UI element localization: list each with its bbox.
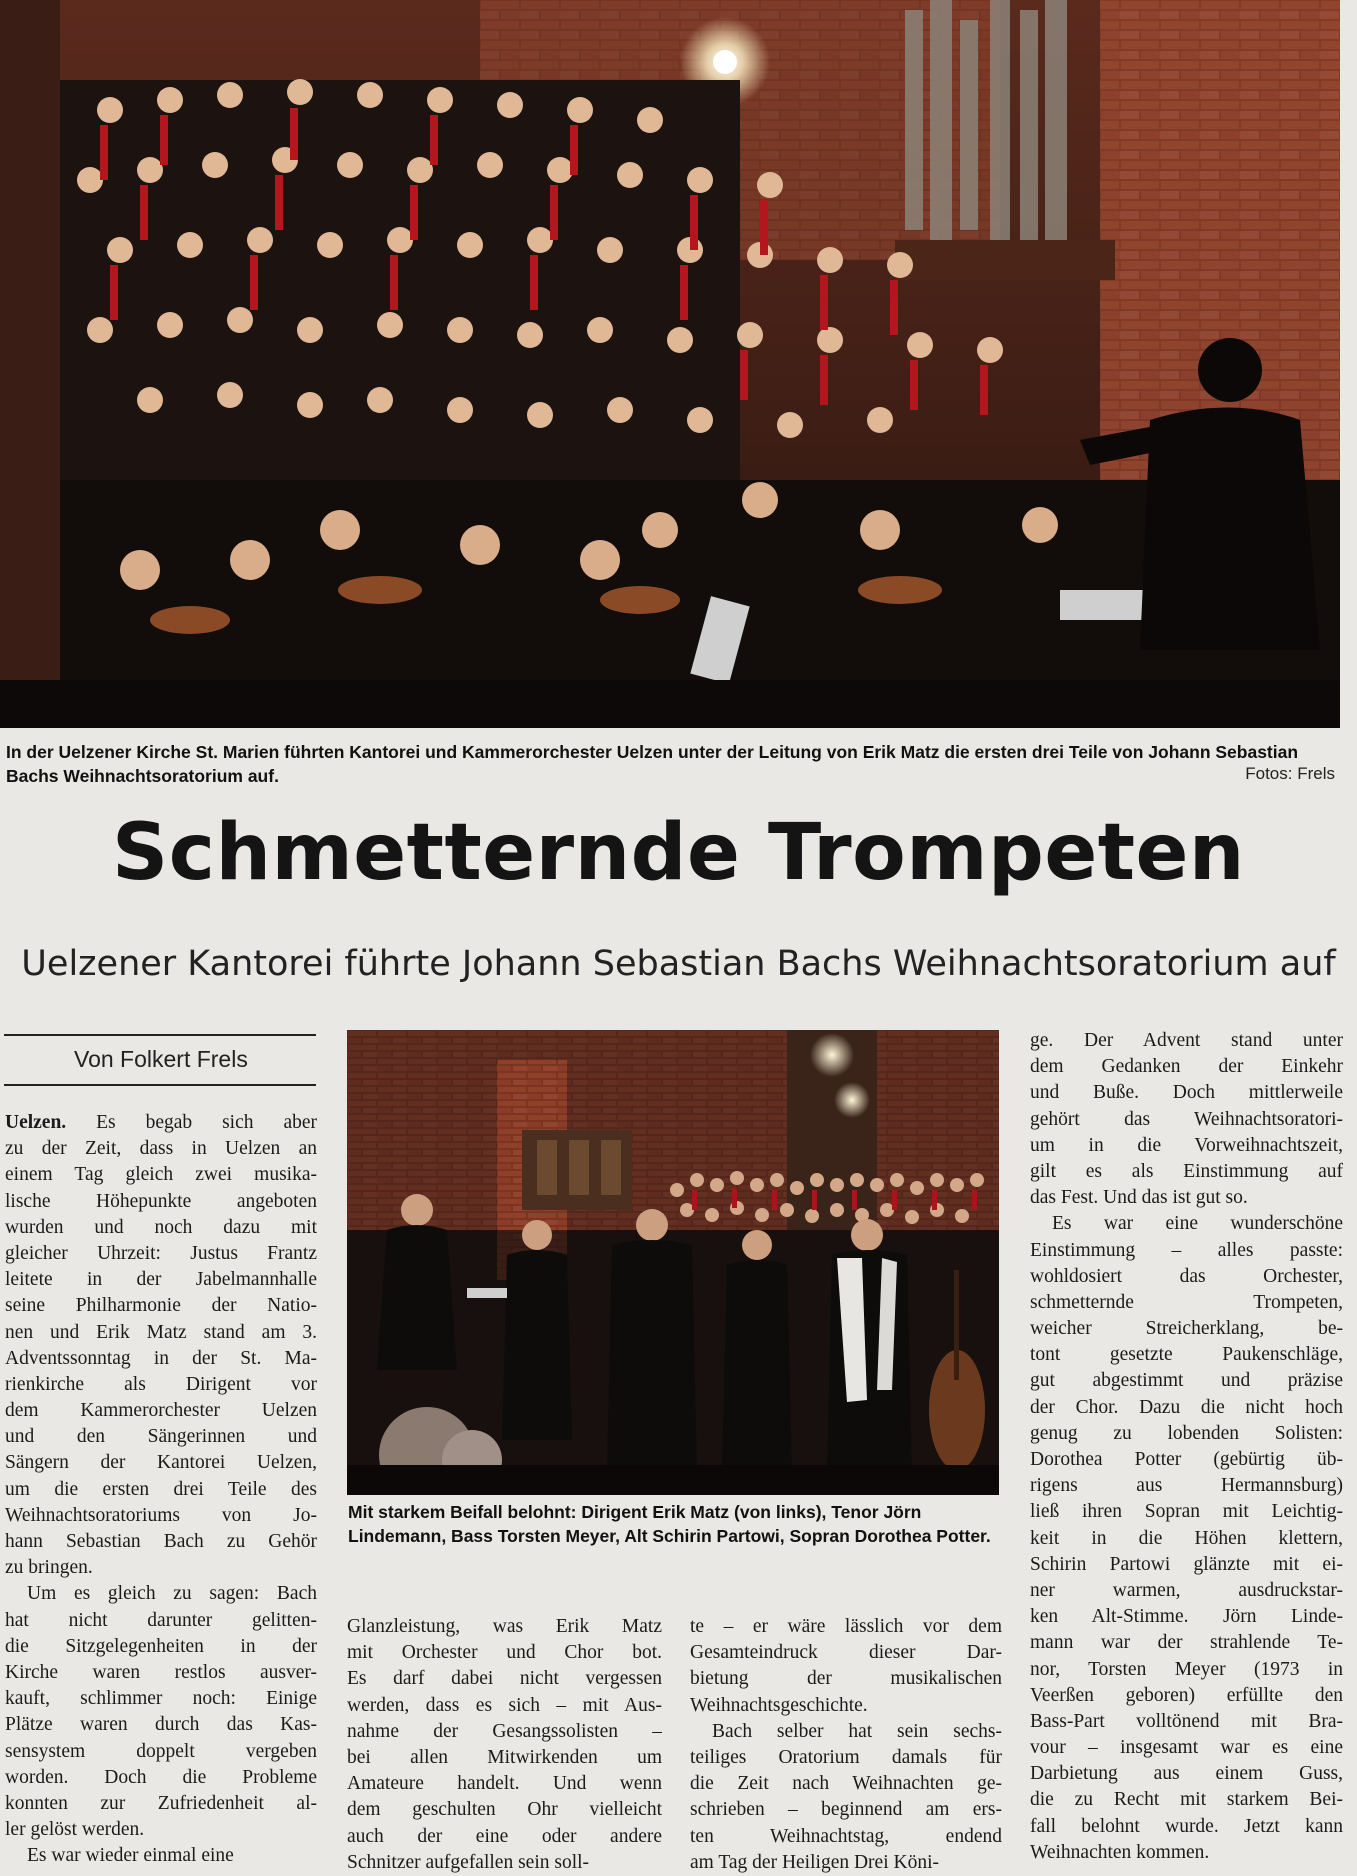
article-line: tont gesetzte Paukenschläge, <box>1030 1344 1343 1366</box>
article-line: Schnitzer aufgefallen sein soll- <box>347 1851 590 1873</box>
article-line: Es darf dabei nicht vergessen <box>347 1668 662 1690</box>
article-line: nor, Torsten Meyer (1973 in <box>1030 1658 1343 1680</box>
article-line: mann war der strahlende Te- <box>1030 1632 1343 1654</box>
article-line: auch der eine oder andere <box>347 1825 662 1847</box>
article-line: Adventssonntag in der St. Ma- <box>5 1347 317 1369</box>
article-line: teiliges Oratorium damals für <box>690 1746 1002 1768</box>
article-line: die Zeit nach Weihnachten ge- <box>690 1773 1002 1795</box>
article-line: gut abgestimmt und präzise <box>1030 1370 1343 1392</box>
article-line: sensystem doppelt vergeben <box>5 1740 317 1762</box>
article-line: keit in die Höhen klettern, <box>1030 1527 1343 1549</box>
article-line: werden, dass es sich – mit Aus- <box>347 1694 662 1716</box>
article-line: bietung der musikalischen <box>690 1668 1002 1690</box>
subheadline: Uelzener Kantorei führte Johann Sebastian Bachs Weihnachtsoratorium auf <box>21 944 1336 984</box>
article-line: ten Weihnachtstag, endend <box>690 1825 1002 1847</box>
article-line: zu bringen. <box>5 1557 93 1579</box>
article-line: gleicher Uhrzeit: Justus Frantz <box>5 1242 317 1264</box>
article-line: Weihnachtsoratoriums von Jo- <box>5 1504 317 1526</box>
article-line: hann Sebastian Bach zu Gehör <box>5 1531 317 1552</box>
article-line: gehört das Weihnachtsoratori- <box>1030 1108 1343 1130</box>
article-line: um die ersten drei Teile des <box>5 1478 317 1500</box>
article-line: die Sitzgelegenheiten in der <box>5 1635 317 1657</box>
article-line: Weihnachtsgeschichte. <box>690 1694 868 1716</box>
article-line: ler gelöst werden. <box>5 1819 145 1841</box>
article-line: nen und Erik Matz stand am 3. <box>5 1321 317 1343</box>
article-line: fall belohnt wurde. Jetzt kann <box>1030 1815 1343 1837</box>
article-line: genug zu lobenden Solisten: <box>1030 1422 1343 1444</box>
byline: Von Folkert Frels <box>74 1046 248 1072</box>
article-line: Uelzen. Es begab sich aber <box>5 1112 317 1133</box>
article-line: und den Sängerinnen und <box>5 1426 317 1448</box>
soloists-photo-image <box>347 1030 999 1495</box>
byline-box <box>4 1034 316 1086</box>
article-column-1 <box>5 1110 317 1869</box>
article-line: Es war eine wunderschöne <box>1052 1213 1343 1235</box>
article-line: wurden und noch dazu mit <box>5 1216 317 1238</box>
article-line: Bass-Part volltönend mit Bra- <box>1030 1710 1343 1732</box>
article-line: Kirche waren restlos ausver- <box>5 1661 317 1683</box>
article-line: Weihnachten kommen. <box>1030 1841 1210 1863</box>
article-line: Gesamteindruck dieser Dar- <box>690 1642 1002 1664</box>
article-line: Einstimmung – alles passte: <box>1030 1239 1343 1261</box>
article-line: hat nicht darunter gelitten- <box>5 1609 317 1631</box>
article-line: lische Höhepunkte angeboten <box>5 1190 317 1212</box>
article-line: dem Kammerorchester Uelzen <box>5 1400 317 1422</box>
article-line: dem Gedanken der Einkehr <box>1030 1056 1343 1078</box>
article-line: seine Philharmonie der Natio- <box>5 1295 317 1317</box>
article-line: kauft, schlimmer noch: Einige <box>5 1688 317 1710</box>
article-line: Um es gleich zu sagen: Bach <box>27 1583 317 1605</box>
article-line: rienkirche als Dirigent vor <box>5 1373 317 1395</box>
article-line: Schirin Partowi glänzte mit ei- <box>1030 1553 1343 1575</box>
article-line: dem geschulten Ohr vielleicht <box>347 1799 662 1821</box>
article-line: Glanzleistung, was Erik Matz <box>347 1616 662 1637</box>
article-line: Sängern der Kantorei Uelzen, <box>5 1452 317 1474</box>
article-line: am Tag der Heiligen Drei Köni- <box>690 1851 939 1873</box>
article-line: vour – insgesamt war es eine <box>1030 1737 1343 1759</box>
soloists-photo-caption: Mit starkem Beifall belohnt: Dirigent Erik Matz (von links), Tenor Jörn Lindemann, Bass Torsten Meyer, Alt Schirin Partowi, Sopran Dorothea Potter. <box>348 1502 991 1546</box>
article-line: te – er wäre lässlich vor dem <box>690 1616 1002 1637</box>
article-line: das Fest. Und das ist gut so. <box>1030 1187 1248 1209</box>
article-line: Veerßen geboren) erfüllte den <box>1030 1684 1343 1706</box>
article-line: gilt es als Einstimmung auf <box>1030 1160 1343 1182</box>
article-line: ken Alt-Stimme. Jörn Linde- <box>1030 1606 1343 1628</box>
article-line: die zu Recht mit starkem Bei- <box>1030 1789 1343 1811</box>
article-line: Plätze waren durch das Kas- <box>5 1714 317 1736</box>
article-line: und Buße. Doch mittlerweile <box>1030 1082 1343 1104</box>
article-line: Es war wieder einmal eine <box>27 1845 234 1867</box>
soloists-photo <box>347 1030 999 1495</box>
top-photo-caption: In der Uelzener Kirche St. Marien führten Kantorei und Kammerorchester Uelzen unter der Leitung von Erik Matz die ersten drei Teile von Johann Sebastian Bachs Weihnachtsoratorium auf. <box>6 742 1299 786</box>
article-line: ner warmen, ausdruckstar- <box>1030 1579 1343 1601</box>
article-line: zu der Zeit, dass in Uelzen an <box>5 1138 317 1160</box>
article-column-3 <box>690 1614 1002 1876</box>
article-line: schrieben – beginnend am ers- <box>690 1799 1002 1821</box>
article-line: leitete in der Jabelmannhalle <box>5 1269 317 1291</box>
photo-credit: Fotos: Frels <box>1245 764 1335 783</box>
article-line: weicher Streicherklang, be- <box>1030 1318 1343 1340</box>
article-line: Bach selber hat sein sechs- <box>712 1720 1002 1742</box>
article-line: worden. Doch die Probleme <box>5 1766 317 1788</box>
article-line: Dorothea Potter (gebürtig üb- <box>1030 1449 1343 1470</box>
choir-orchestra-photo-image <box>0 0 1340 728</box>
article-line: bei allen Mitwirkenden um <box>347 1746 662 1768</box>
headline: Schmetternde Trompeten <box>112 808 1245 898</box>
article-line: ge. Der Advent stand unter <box>1030 1030 1343 1051</box>
article-line: konnten zur Zufriedenheit al- <box>5 1792 317 1814</box>
choir-orchestra-photo <box>0 0 1340 728</box>
article-line: nahme der Gesangssolisten – <box>347 1720 662 1742</box>
dateline: Uelzen. <box>5 1112 67 1133</box>
article-line: wohldosiert das Orchester, <box>1030 1265 1343 1287</box>
article-line: Amateure handelt. Und wenn <box>347 1773 662 1795</box>
article-column-2 <box>347 1614 662 1876</box>
article-column-4 <box>1030 1028 1343 1866</box>
article-line: ließ ihren Sopran mit Leichtig- <box>1030 1501 1343 1523</box>
article-line: einem Tag gleich zwei musika- <box>5 1164 317 1186</box>
article-line: schmetternde Trompeten, <box>1030 1291 1343 1313</box>
article-line: der Chor. Dazu die nicht hoch <box>1030 1396 1343 1418</box>
article-line: rigens aus Hermannsburg) <box>1030 1475 1343 1497</box>
article-line: mit Orchester und Chor bot. <box>347 1642 662 1664</box>
article-line: um in die Vorweihnachtszeit, <box>1030 1134 1343 1156</box>
article-line: Darbietung aus einem Guss, <box>1030 1763 1343 1785</box>
